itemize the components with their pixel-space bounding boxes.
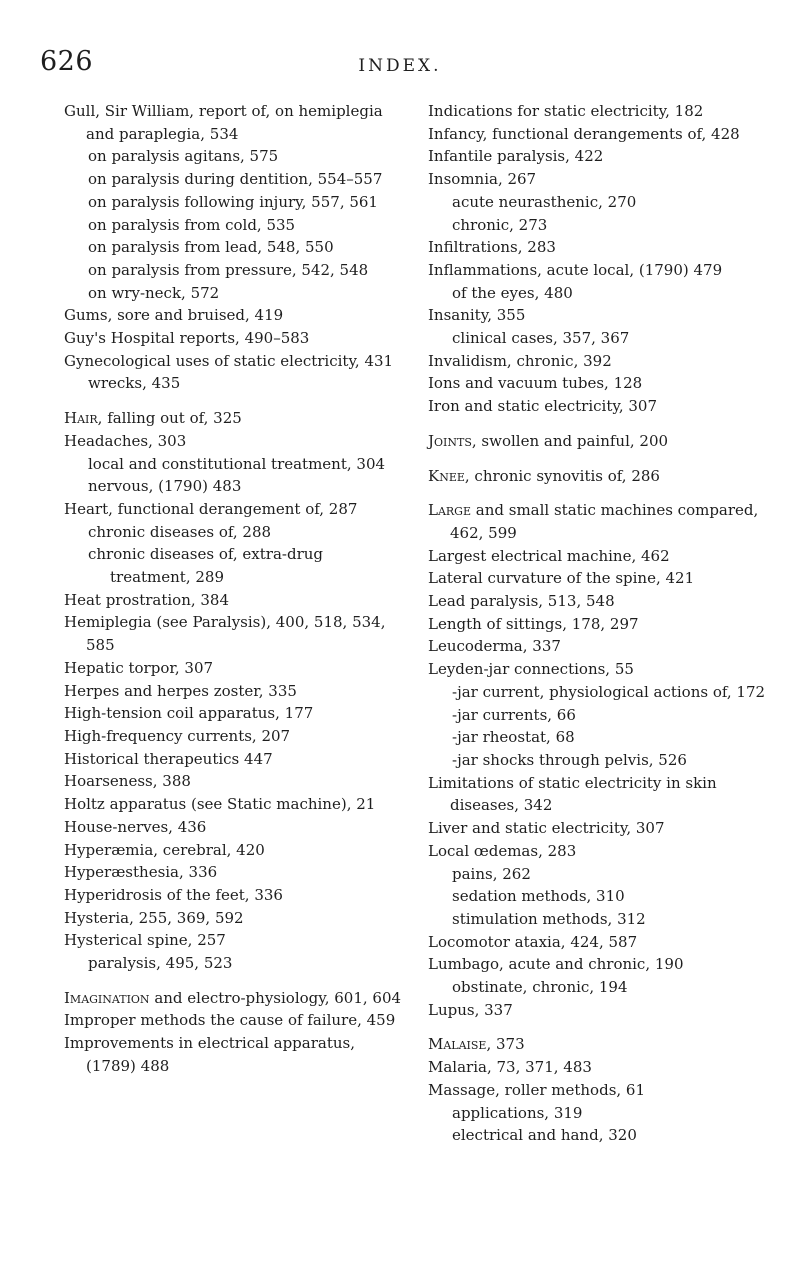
entry-text: Gull, Sir William, report of, on hemiplegia and paraplegia, 534	[64, 102, 383, 143]
index-subentry	[428, 1124, 768, 1147]
entry-text: Leyden-jar connections, 55	[428, 660, 634, 679]
index-subentry	[428, 191, 768, 214]
index-entry	[428, 145, 768, 168]
index-entry	[428, 1079, 768, 1102]
index-entry	[428, 613, 768, 636]
index-entry	[64, 748, 404, 771]
index-entry	[64, 725, 404, 748]
index-entry	[64, 839, 404, 862]
entry-text: sedation methods, 310	[452, 887, 625, 906]
entry-text: House-nerves, 436	[64, 817, 207, 836]
entry-text: Lumbago, acute and chronic, 190	[428, 955, 684, 974]
index-entry	[428, 1056, 768, 1079]
index-subentry	[64, 214, 404, 237]
entry-text: Indications for static electricity, 182	[428, 102, 704, 120]
index-entry	[428, 236, 768, 259]
entry-text: Infantile paralysis, 422	[428, 147, 604, 166]
entry-text: on wry-neck, 572	[88, 283, 220, 302]
entry-text: Hysterical spine, 257	[64, 931, 226, 950]
index-entry	[428, 953, 768, 976]
index-entry	[428, 1033, 768, 1056]
index-subentry	[428, 885, 768, 908]
index-entry	[428, 999, 768, 1022]
index-column-left	[64, 100, 404, 1078]
entry-text: -jar currents, 66	[452, 705, 576, 724]
entry-text: Malaria, 73, 371, 483	[428, 1058, 592, 1077]
index-entry	[64, 407, 404, 430]
entry-text: local and constitutional treatment, 304	[88, 454, 386, 473]
entry-text: Liver and static electricity, 307	[428, 819, 665, 838]
index-entry	[64, 1032, 404, 1077]
index-entry	[64, 430, 404, 453]
index-subentry	[428, 726, 768, 749]
index-entry	[64, 907, 404, 930]
index-entry	[64, 498, 404, 521]
entry-text: Infancy, functional derangements of, 428	[428, 124, 740, 143]
index-subentry	[64, 282, 404, 305]
entry-text: Heart, functional derangement of, 287	[64, 499, 358, 518]
index-entry	[64, 929, 404, 952]
entry-text: Holtz apparatus (see Static machine), 21	[64, 795, 376, 814]
index-subentry	[64, 475, 404, 498]
index-subentry	[428, 863, 768, 886]
index-subentry	[64, 145, 404, 168]
entry-text: paralysis, 495, 523	[88, 954, 233, 973]
index-subentry	[428, 681, 768, 704]
index-subentry	[428, 704, 768, 727]
entry-text: pains, 262	[452, 864, 531, 883]
entry-text: chronic diseases of, 288	[88, 522, 272, 541]
index-entry	[64, 350, 404, 373]
entry-text: , falling out of, 325	[97, 409, 242, 428]
index-subentry	[428, 908, 768, 931]
index-entry	[428, 817, 768, 840]
entry-text: Insomnia, 267	[428, 170, 537, 189]
entry-text: Invalidism, chronic, 392	[428, 351, 612, 370]
index-subentry	[428, 214, 768, 237]
index-entry	[428, 304, 768, 327]
entry-text: High-tension coil apparatus, 177	[64, 704, 314, 723]
index-subentry	[428, 282, 768, 305]
entry-text: chronic diseases of, extra-drug treatment, 289	[88, 545, 324, 587]
entry-text: Massage, roller methods, 61	[428, 1080, 646, 1099]
entry-text: and electro-physiology, 601, 604	[149, 988, 402, 1007]
entry-text: Leucoderma, 337	[428, 637, 561, 656]
index-entry	[64, 793, 404, 816]
index-subentry	[64, 952, 404, 975]
entry-text: Ions and vacuum tubes, 128	[428, 374, 643, 393]
index-entry	[428, 590, 768, 613]
index-entry	[64, 1009, 404, 1032]
index-entry	[64, 770, 404, 793]
index-subentry	[64, 259, 404, 282]
page-header	[0, 46, 800, 86]
entry-text: on paralysis following injury, 557, 561	[88, 192, 378, 211]
entry-text: Hyperidrosis of the feet, 336	[64, 885, 283, 904]
index-column-right	[428, 100, 768, 1147]
entry-lead-word: Hair	[64, 409, 98, 428]
index-entry	[428, 772, 768, 817]
entry-text: acute neurasthenic, 270	[452, 192, 637, 211]
entry-text: on paralysis from cold, 535	[88, 215, 296, 234]
entry-text: on paralysis from pressure, 542, 548	[88, 260, 369, 279]
index-subentry	[64, 191, 404, 214]
index-entry	[428, 499, 768, 544]
index-entry	[428, 430, 768, 453]
entry-text: Gums, sore and bruised, 419	[64, 306, 284, 325]
index-entry	[428, 372, 768, 395]
entry-text: Hyperæmia, cerebral, 420	[64, 840, 265, 859]
index-subentry	[428, 327, 768, 350]
entry-text: -jar shocks through pelvis, 526	[452, 750, 687, 769]
entry-text: Lead paralysis, 513, 548	[428, 592, 615, 611]
index-entry	[64, 100, 404, 145]
index-entry	[428, 100, 768, 123]
entry-text: chronic, 273	[452, 215, 548, 234]
entry-text: Improvements in electrical apparatus, (1789) 488	[64, 1034, 355, 1075]
index-subentry	[428, 1102, 768, 1125]
entry-text: Iron and static electricity, 307	[428, 397, 658, 416]
entry-text: Herpes and herpes zoster, 335	[64, 681, 297, 700]
entry-lead-word: Knee	[428, 466, 465, 485]
entry-text: stimulation methods, 312	[452, 909, 646, 928]
entry-text: -jar rheostat, 68	[452, 728, 575, 747]
index-subentry	[428, 749, 768, 772]
entry-text: Heat prostration, 384	[64, 590, 230, 609]
entry-text: clinical cases, 357, 367	[452, 329, 630, 348]
entry-text: Gynecological uses of static electricity, 431	[64, 351, 394, 370]
entry-lead-word: Imagination	[64, 988, 150, 1007]
entry-text: Historical therapeutics 447	[64, 749, 273, 768]
index-entry	[428, 350, 768, 373]
entry-text: Infiltrations, 283	[428, 238, 556, 257]
index-entry	[64, 327, 404, 350]
entry-text: Lupus, 337	[428, 1000, 513, 1019]
entry-text: Largest electrical machine, 462	[428, 546, 670, 565]
entry-text: applications, 319	[452, 1103, 583, 1122]
index-entry	[428, 635, 768, 658]
entry-lead-word: Joints	[428, 431, 472, 450]
entry-text: , swollen and painful, 200	[471, 431, 669, 450]
entry-text: , chronic synovitis of, 286	[464, 466, 660, 485]
entry-text: Length of sittings, 178, 297	[428, 614, 639, 633]
entry-text: wrecks, 435	[88, 374, 181, 393]
index-entry	[428, 545, 768, 568]
entry-text: obstinate, chronic, 194	[452, 978, 628, 997]
entry-text: on paralysis from lead, 548, 550	[88, 238, 334, 257]
entry-text: nervous, (1790) 483	[88, 477, 242, 496]
entry-text: Guy's Hospital reports, 490–583	[64, 329, 310, 348]
index-entry	[64, 304, 404, 327]
page-number: 626	[40, 46, 94, 77]
index-entry	[428, 123, 768, 146]
index-subentry	[428, 976, 768, 999]
index-entry	[428, 465, 768, 488]
entry-text: Hysteria, 255, 369, 592	[64, 908, 244, 927]
index-entry	[64, 589, 404, 612]
index-entry	[64, 680, 404, 703]
index-entry	[64, 987, 404, 1010]
entry-text: -jar current, physiological actions of, 172	[452, 682, 766, 701]
index-entry	[428, 931, 768, 954]
index-entry	[64, 816, 404, 839]
entry-text: Hoarseness, 388	[64, 772, 191, 791]
index-entry	[64, 861, 404, 884]
entry-text: High-frequency currents, 207	[64, 726, 291, 745]
entry-text: on paralysis agitans, 575	[88, 147, 279, 166]
index-entry	[64, 657, 404, 680]
index-subentry	[64, 372, 404, 395]
index-subentry	[64, 543, 404, 588]
entry-text: electrical and hand, 320	[452, 1126, 637, 1145]
index-entry	[64, 702, 404, 725]
entry-text: Lateral curvature of the spine, 421	[428, 569, 695, 588]
index-entry	[64, 884, 404, 907]
index-entry	[64, 611, 404, 656]
index-subentry	[64, 453, 404, 476]
index-subentry	[64, 168, 404, 191]
entry-text: of the eyes, 480	[452, 283, 573, 302]
entry-text: Improper methods the cause of failure, 459	[64, 1011, 396, 1030]
index-entry	[428, 259, 768, 282]
entry-text: Local œdemas, 283	[428, 841, 577, 860]
running-head: INDEX.	[358, 56, 442, 76]
index-entry	[428, 567, 768, 590]
entry-lead-word: Malaise	[428, 1035, 487, 1054]
entry-text: Headaches, 303	[64, 431, 187, 450]
entry-text: Hepatic torpor, 307	[64, 658, 214, 677]
entry-text: Insanity, 355	[428, 306, 526, 325]
entry-text: on paralysis during dentition, 554–557	[88, 170, 383, 189]
entry-text: Locomotor ataxia, 424, 587	[428, 932, 638, 951]
index-subentry	[64, 521, 404, 544]
entry-text: Hemiplegia (see Paralysis), 400, 518, 534, 585	[64, 613, 386, 655]
index-entry	[428, 840, 768, 863]
index-subentry	[64, 236, 404, 259]
entry-lead-word: Large	[428, 501, 472, 520]
entry-text: Hyperæsthesia, 336	[64, 863, 218, 882]
entry-text: Inflammations, acute local, (1790) 479	[428, 260, 723, 279]
index-entry	[428, 395, 768, 418]
entry-text: Limitations of static electricity in skin diseases, 342	[428, 773, 717, 815]
index-entry	[428, 658, 768, 681]
entry-text: , 373	[486, 1035, 525, 1054]
index-entry	[428, 168, 768, 191]
entry-text: and small static machines compared, 462, 599	[450, 501, 759, 542]
